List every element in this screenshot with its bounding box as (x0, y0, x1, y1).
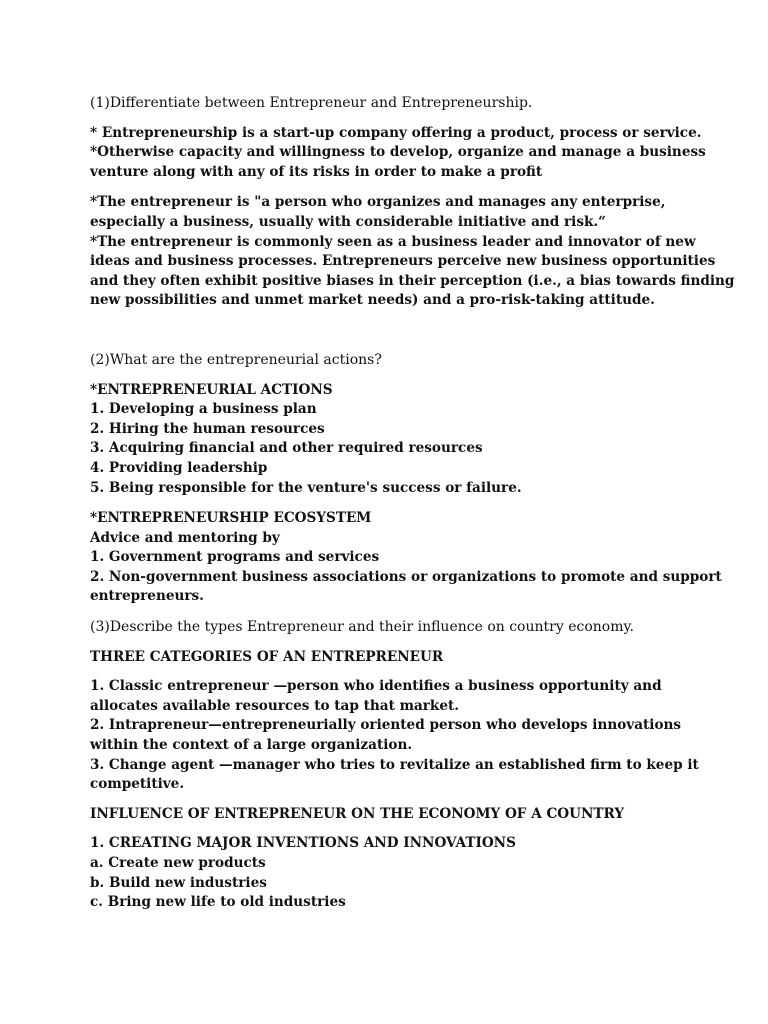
document-page (90, 94, 735, 913)
categories-heading: THREE CATEGORIES OF AN ENTREPRENEUR (90, 648, 444, 665)
list-item: 2. Hiring the human resources (90, 420, 325, 437)
list-item: a. Create new products (90, 855, 266, 871)
list-item: allocates available resources to tap that market. (90, 697, 460, 714)
text-line: * Entrepreneurship is a start-up company offering a product, process or service. (90, 124, 702, 141)
list-item: 5. Being responsible for the venture's success or failure. (90, 479, 522, 496)
question-3: (3)Describe the types Entrepreneur and their influence on country economy. (90, 619, 634, 636)
list-item: entrepreneurs. (90, 588, 204, 605)
list-item: 1. Government programs and services (90, 549, 380, 566)
entrepreneurial-actions-list (90, 381, 690, 499)
text-line: new possibilities and unmet market needs) and a pro-risk-taking attitude. (90, 292, 655, 309)
q1-paragraph-2 (90, 193, 735, 311)
list-heading: 1. CREATING MAJOR INVENTIONS AND INNOVATIONS (90, 835, 516, 852)
question-1: (1)Differentiate between Entrepreneur and Entrepreneurship. (90, 95, 533, 111)
list-heading: *ENTREPRENEURSHIP ECOSYSTEM (90, 510, 372, 527)
list-item: 3. Acquiring financial and other required resources (90, 440, 483, 457)
list-item: 1. Classic entrepreneur —person who identifies a business opportunity and (90, 678, 662, 695)
list-item: competitive. (90, 776, 185, 793)
text-line: venture along with any of its risks in order to make a profit (90, 163, 543, 180)
influence-list (90, 834, 690, 912)
list-item: b. Build new industries (90, 874, 267, 891)
text-line: ideas and business processes. Entrepreneurs perceive new business opportunities (90, 253, 716, 270)
text-line: and they often exhibit positive biases in their perception (i.e., a bias towards finding (90, 272, 735, 289)
list-item: c. Bring new life to old industries (90, 894, 346, 911)
text-line: *Otherwise capacity and willingness to develop, organize and manage a business (90, 144, 706, 161)
influence-heading: INFLUENCE OF ENTREPRENEUR ON THE ECONOMY OF A COUNTRY (90, 805, 625, 822)
question-2: (2)What are the entrepreneurial actions? (90, 351, 382, 368)
list-item: Advice and mentoring by (90, 529, 280, 546)
q1-paragraph-1 (90, 124, 706, 183)
list-item: 2. Intrapreneur—entrepreneurially oriented person who develops innovations (90, 717, 682, 734)
list-item: 4. Providing leadership (90, 459, 268, 476)
list-heading: *ENTREPRENEURIAL ACTIONS (90, 381, 333, 398)
list-item: 2. Non-government business associations or organizations to promote and support (90, 568, 722, 585)
list-item: 1. Developing a business plan (90, 401, 317, 418)
ecosystem-list (90, 509, 722, 607)
text-line: especially a business, usually with considerable initiative and risk.“ (90, 213, 606, 230)
text-line: *The entrepreneur is "a person who organizes and manages any enterprise, (90, 194, 666, 211)
text-line: *The entrepreneur is commonly seen as a business leader and innovator of new (90, 233, 696, 250)
list-item: 3. Change agent —manager who tries to revitalize an established firm to keep it (90, 756, 699, 773)
list-item: within the context of a large organization. (90, 737, 413, 754)
categories-list (90, 677, 699, 795)
